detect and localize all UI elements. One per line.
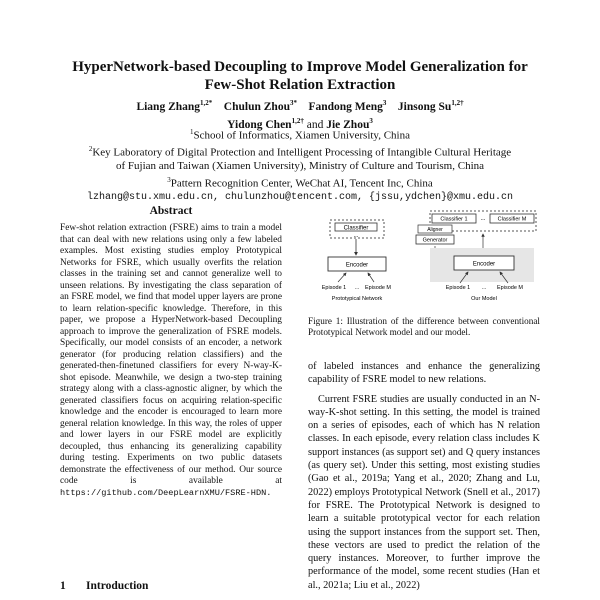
author-affil-mark: 3* (289, 99, 297, 107)
body-paragraph: Current FSRE studies are usually conducted in an N-way-K-shot setting. In this setting, the model is trained on a series of episodes, each of which has N relation classes. In each episode, every relation class includes K support instances (as support set) and Q query instances (as query set). Under this setting, most existing studies (Gao et al., 2019a; Yang et al., 2020; Zhang and Lu, 2022) employs Prototypical Network (Snell et al., 2017) for FSRE. The Prototypical Network is designed to learn a suitable prototypical vector for each relation using the support instances from the support set. Then, these vectors are used to predict the relation of the query instances. Moreover, to further improve the performance of the model, some recent studies (Han et al., 2021a; Liu et al., 2022) (308, 393, 540, 591)
ellipsis: ... (354, 285, 360, 291)
author-and: and (306, 118, 324, 131)
ellipsis: ... (480, 216, 486, 222)
author-name: Liang Zhang (136, 100, 201, 113)
aligner-label: Aligner (427, 227, 443, 233)
encoder-label: Encoder (472, 261, 496, 268)
episode-m-label: Episode M (497, 285, 523, 291)
section-title: Introduction (86, 580, 149, 592)
affiliations (20, 126, 580, 204)
figure-caption: Figure 1: Illustration of the difference between conventional Prototypical Network model and our model. (308, 316, 540, 338)
paper-title-line-2: Few-Shot Relation Extraction (204, 77, 396, 93)
affiliation-mark: 1 (190, 128, 194, 136)
affiliation-mark: 2 (88, 145, 93, 154)
left-column (60, 205, 282, 499)
section-number: 1 (60, 580, 66, 592)
author-name: Fandong Meng (308, 100, 383, 113)
author-emails[interactable]: lzhang@stu.xmu.edu.cn, chulunzhou@tencent.com, {jssu,ydchen}@xmu.edu.cn (86, 191, 514, 203)
ellipsis: ... (353, 233, 359, 239)
abstract-text: Few-shot relation extraction (FSRE) aims to train a model that can deal with new relations using only a few labeled examples. Most existing studies employ Prototypical Networks for FSRE, which usually overfits the relation classes in the training set and cannot generalize well to unseen relations. By investigating the class separation of an FSRE model, we find that model upper layers are prone to learn relation-specific knowledge. Therefore, in this paper, we propose a HyperNetwork-based Decoupling approach to improve the generalization of FSRE models. Specifically, our model consists of an encoder, a network generator (for producing relation classifiers) and the generated-then-finetuned classifiers for every N-way-K-shot episode. Meanwhile, we design a two-step training strategy along with a class-agnostic aligner, by which the generated classifiers focus on acquiring relation-specific knowledge and the encoder is encouraged to learn more general relation knowledge. In this way, the roles of upper and lower layers in our FSRE model are explicitly decoupled, thus enhancing its generalizing capability during testing. Experiments on two public datasets demonstrate the effectiveness of our method. Our source code is available at (60, 223, 282, 486)
episode-m-label: Episode M (365, 285, 391, 291)
prototypical-network-sublabel: Prototypical Network (331, 296, 383, 302)
encoder-label: Encoder (345, 262, 369, 269)
generator-label: Generator (422, 237, 448, 244)
right-column (308, 360, 540, 592)
ellipsis: ... (481, 285, 487, 291)
affiliation-mark: 3 (167, 175, 171, 184)
abstract-heading: Abstract (149, 205, 193, 217)
figure-diagram (308, 208, 540, 308)
arrow (338, 273, 346, 282)
paper-title (40, 58, 560, 94)
author-affil-mark: 1,2† (451, 99, 464, 107)
affiliation-line: of Fujian and Taiwan (Xiamen University), Ministry of Culture and Tourism, China (115, 160, 485, 173)
source-code-link[interactable]: https://github.com/DeepLearnXMU/FSRE-HDN. (60, 487, 272, 498)
affiliation-line: $^1$School of Informatics, Xiamen University, China (190, 128, 410, 142)
intro-heading (60, 580, 148, 592)
author-affil-mark: 3 (382, 99, 387, 107)
author-name: Yidong Chen (227, 118, 292, 131)
body-paragraph: of labeled instances and enhance the generalizing capability of FSRE model to new relations. (308, 361, 540, 386)
classifier-1-label: Classifier 1 (440, 216, 468, 223)
figure-1 (308, 208, 540, 308)
author-name: Chulun Zhou (223, 100, 290, 113)
arrow (368, 273, 374, 282)
paper-title-line-1: HyperNetwork-based Decoupling to Improve Model Generalization for (72, 59, 528, 75)
author-affil-mark: 1,2† (291, 116, 304, 125)
our-model-diagram (416, 211, 536, 302)
classifier-m-label: Classifier M (497, 216, 527, 223)
author-line-1 (40, 96, 560, 114)
author-affil-mark: 3 (369, 116, 373, 125)
affiliation-line: $^3$Pattern Recognition Center, WeChat AI, Tencent Inc, China (167, 175, 433, 190)
abstract-body (60, 223, 282, 499)
our-model-sublabel: Our Model (471, 296, 497, 302)
classifier-label: Classifier (343, 225, 369, 232)
affiliation-line: $^2$Key Laboratory of Digital Protection and Intelligent Processing of Intangible Cultural Heritage (88, 145, 512, 159)
episode-1-label: Episode 1 (445, 285, 471, 291)
author-affil-mark: 1,2* (200, 99, 213, 107)
author-name: Jinsong Su (397, 100, 452, 113)
author-name: Jie Zhou (326, 118, 370, 131)
episode-1-label: Episode 1 (321, 285, 347, 291)
prototypical-network-diagram (322, 220, 392, 302)
